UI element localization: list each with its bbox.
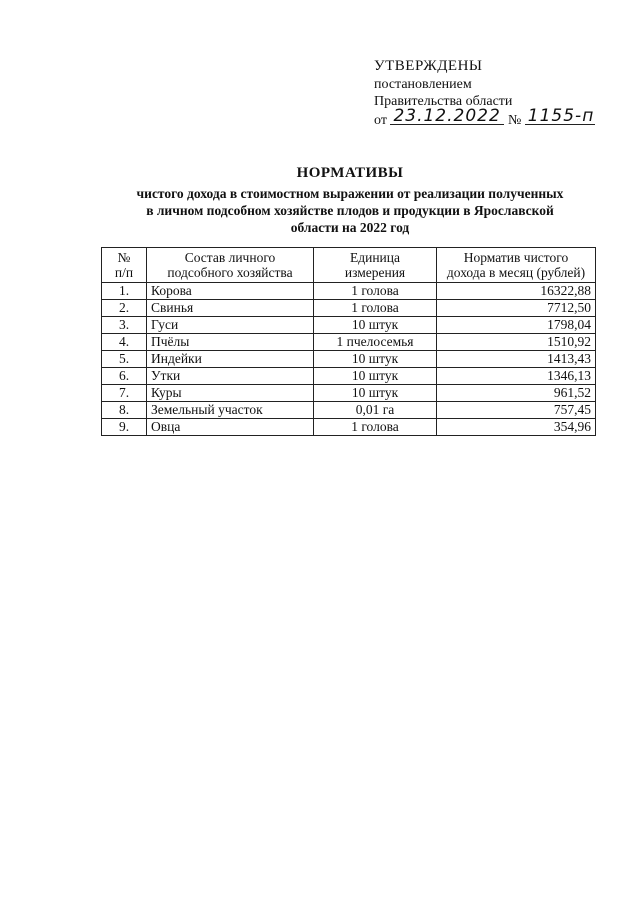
title-subtitle	[95, 185, 605, 236]
header-number: № п/п	[102, 248, 147, 283]
header-unit: Единица измерения	[314, 248, 437, 283]
header-composition: Состав личного подсобного хозяйства	[147, 248, 314, 283]
table-row: 2. Свинья 1 голова 7712,50	[102, 300, 596, 317]
approval-date-line	[374, 105, 595, 130]
title-sub-line-2: в личном подсобном хозяйстве плодов и продукции в Ярославской	[146, 203, 554, 218]
table-row: 4. Пчёлы 1 пчелосемья 1510,92	[102, 334, 596, 351]
approval-line-2: Правительства области	[374, 94, 513, 109]
table-row: 8. Земельный участок 0,01 га 757,45	[102, 402, 596, 419]
header-norm: Норматив чистого дохода в месяц (рублей)	[437, 248, 596, 283]
approval-heading: УТВЕРЖДЕНЫ	[374, 58, 483, 74]
approval-line-1: постановлением	[374, 76, 472, 92]
title-main: НОРМАТИВЫ	[296, 165, 404, 181]
title-sub-line-3: области на 2022 год	[290, 220, 410, 235]
document-title	[95, 163, 605, 236]
norms-table	[101, 247, 596, 436]
table-row: 5. Индейки 10 штук 1413,43	[102, 351, 596, 368]
table-header-row	[102, 248, 596, 283]
handwritten-date: 23.12.2022	[390, 108, 504, 125]
table-row: 3. Гуси 10 штук 1798,04	[102, 317, 596, 334]
table-row: 6. Утки 10 штук 1346,13	[102, 368, 596, 385]
table-row: 9. Овца 1 голова 354,96	[102, 419, 596, 436]
table-row: 1. Корова 1 голова 16322,88	[102, 283, 596, 300]
handwritten-number: 1155-п	[525, 108, 595, 125]
approval-block	[374, 58, 595, 129]
table-row: 7. Куры 10 штук 961,52	[102, 385, 596, 402]
title-sub-line-1: чистого дохода в стоимостном выражении от реализации полученных	[136, 186, 564, 201]
number-label: №	[507, 112, 522, 128]
from-label: от	[374, 112, 387, 128]
